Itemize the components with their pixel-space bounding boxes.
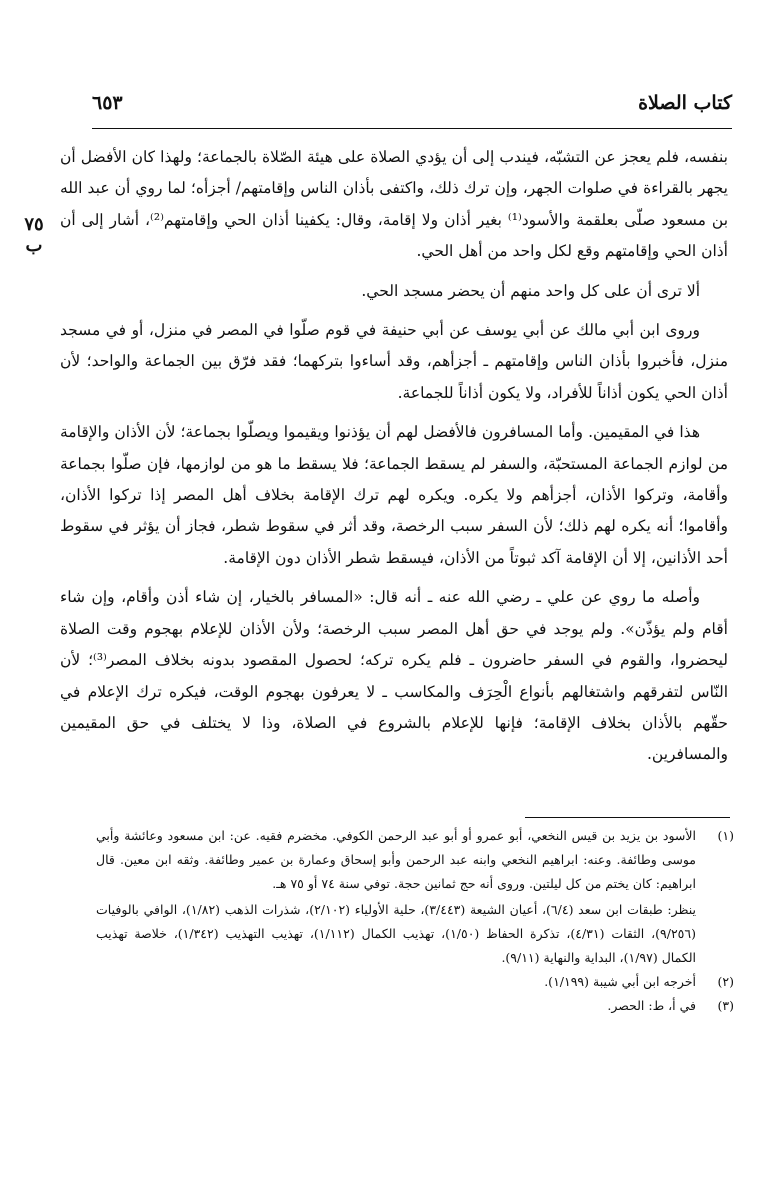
footnote-number: (٢)	[717, 974, 734, 989]
chapter-title: كتاب الصلاة	[638, 92, 732, 114]
footnote-text: أخرجه ابن أبي شيبة (١/١٩٩).	[544, 974, 696, 989]
paragraph-3: وروى ابن أبي مالك عن أبي يوسف عن أبي حنيفة في قوم صلّوا في المصر في منزل، أو في مسجد منزل، فأخبروا بأذان الناس وإقامتهم ـ أجزأهم، وقد أساءوا بتركهما؛ فقد فرّق بين الجماعة والواحد؛ لأن أذان الحي يكون أذاناً للأفراد، ولا يكون أذاناً للجماعة.	[60, 321, 728, 402]
footnote-3	[96, 994, 734, 1018]
header-rule	[92, 128, 732, 129]
footnote-separator	[525, 817, 730, 818]
paragraph-4: هذا في المقيمين. وأما المسافرون فالأفضل لهم أن يؤذنوا ويقيموا ويصلّوا بجماعة؛ لأن الأذان والإقامة من لوازم الجماعة المستحبّة، والسفر لم يسقط الجماعة؛ فلا يسقط ما هو من لوازمها، فإن صلّوا بجماعة وأقامة، وتركوا الأذان، أجزأهم ولا يكره. ويكره لهم ترك الإقامة بخلاف أهل المصر إذا تركوا الأذان، وأقاموا؛ أنه يكره لهم ذلك؛ لأن السفر سبب الرخصة، وقد أثر في سقوط شطر، فجاز أن يؤثر في سقوط أحد الأذانين، إلا أن الإقامة آكد ثبوتاً من الأذان، فيسقط شطر الأذان دون الإقامة.	[60, 423, 728, 567]
paragraph-1: بنفسه، فلم يعجز عن التشبّه، فيندب إلى أن يؤدي الصلاة على هيئة الصّلاة بالجماعة؛ ولهذا كان الأفضل أن يجهر بالقراءة في صلوات الجهر، وإن ترك ذلك، واكتفى بأذان الناس وإقامتهم/ أجزأه؛ لما روي أن عبد الله بن مسعود صلّى بعلقمة والأسود⁽¹⁾ بغير أذان ولا إقامة، وقال: يكفينا أذان الحي وإقامتهم⁽²⁾، أشار إلى أن أذان الحي وإقامتهم وقع لكل واحد من أهل الحي.	[60, 148, 729, 261]
footnote-references: ينظر: طبقات ابن سعد (٦/٤)، أعيان الشيعة (٣/٤٤٣)، حلية الأولياء (٢/١٠٢)، شذرات الذهب (١/٨٢)، الوافي بالوفيات (٩/٢٥٦)، الثقات (٤/٣١)، تذكرة الحفاظ (١/٥٠)، تهذيب الكمال (١/١١٢)، تهذيب التهذيب (١/٣٤٢)، خلاصة تهذيب الكمال (١/٩٧)، البداية والنهاية (٩/١١).	[96, 902, 697, 965]
paragraph-5: وأصله ما روي عن علي ـ رضي الله عنه ـ أنه قال: «المسافر بالخيار، إن شاء أذن وأقام، وإن شاء أقام ولم يؤذّن». ولم يوجد في حق أهل المصر سبب الرخصة؛ ولأن الأذان للإعلام بهجوم وقت الصلاة ليحضروا، والقوم في السفر حاضرون ـ فلم يكره تركه؛ لحصول المقصود بدونه بخلاف المصر⁽³⁾؛ لأن النّاس لتفرقهم واشتغالهم بأنواع الْحِرَف والمكاسب ـ لا يعرفون بهجوم الوقت، فيكره ترك الإعلام في حقّهم بالأذان بخلاف الإقامة؛ فإنها للإعلام بالشروع في الصلاة، وذا لا يختلف في حق المقيمين والمسافرين.	[60, 588, 728, 764]
footnote-number: (٣)	[717, 998, 734, 1013]
manuscript-folio-marker: ٧٥ ب	[24, 214, 44, 256]
footnote-text: في أ، ط: الحصر.	[607, 998, 696, 1013]
footnote-1	[96, 824, 734, 970]
running-header	[92, 92, 732, 114]
footnote-number: (١)	[717, 828, 734, 843]
page-number: ٦٥٣	[92, 92, 123, 114]
footnotes	[96, 824, 734, 1018]
footnote-2	[96, 970, 734, 994]
paragraph-2: ألا ترى أن على كل واحد منهم أن يحضر مسجد الحي.	[361, 281, 700, 300]
main-text	[60, 142, 728, 779]
footnote-text: الأسود بن يزيد بن قيس النخعي، أبو عمرو أو أبو عبد الرحمن الكوفي. مخضرم فقيه. عن: ابن مسعود وعائشة وأبي موسى وطائفة. وعنه: ابراهيم النخعي وابنه عبد الرحمن وأبو إسحاق وعمارة بن عمير وطائفة. وثقه ابن معين. قال ابراهيم: كان يختم من كل ليلتين. وروى أنه حج ثمانين حجة. توفي سنة ٧٤ أو ٧٥ هـ.	[96, 828, 696, 891]
